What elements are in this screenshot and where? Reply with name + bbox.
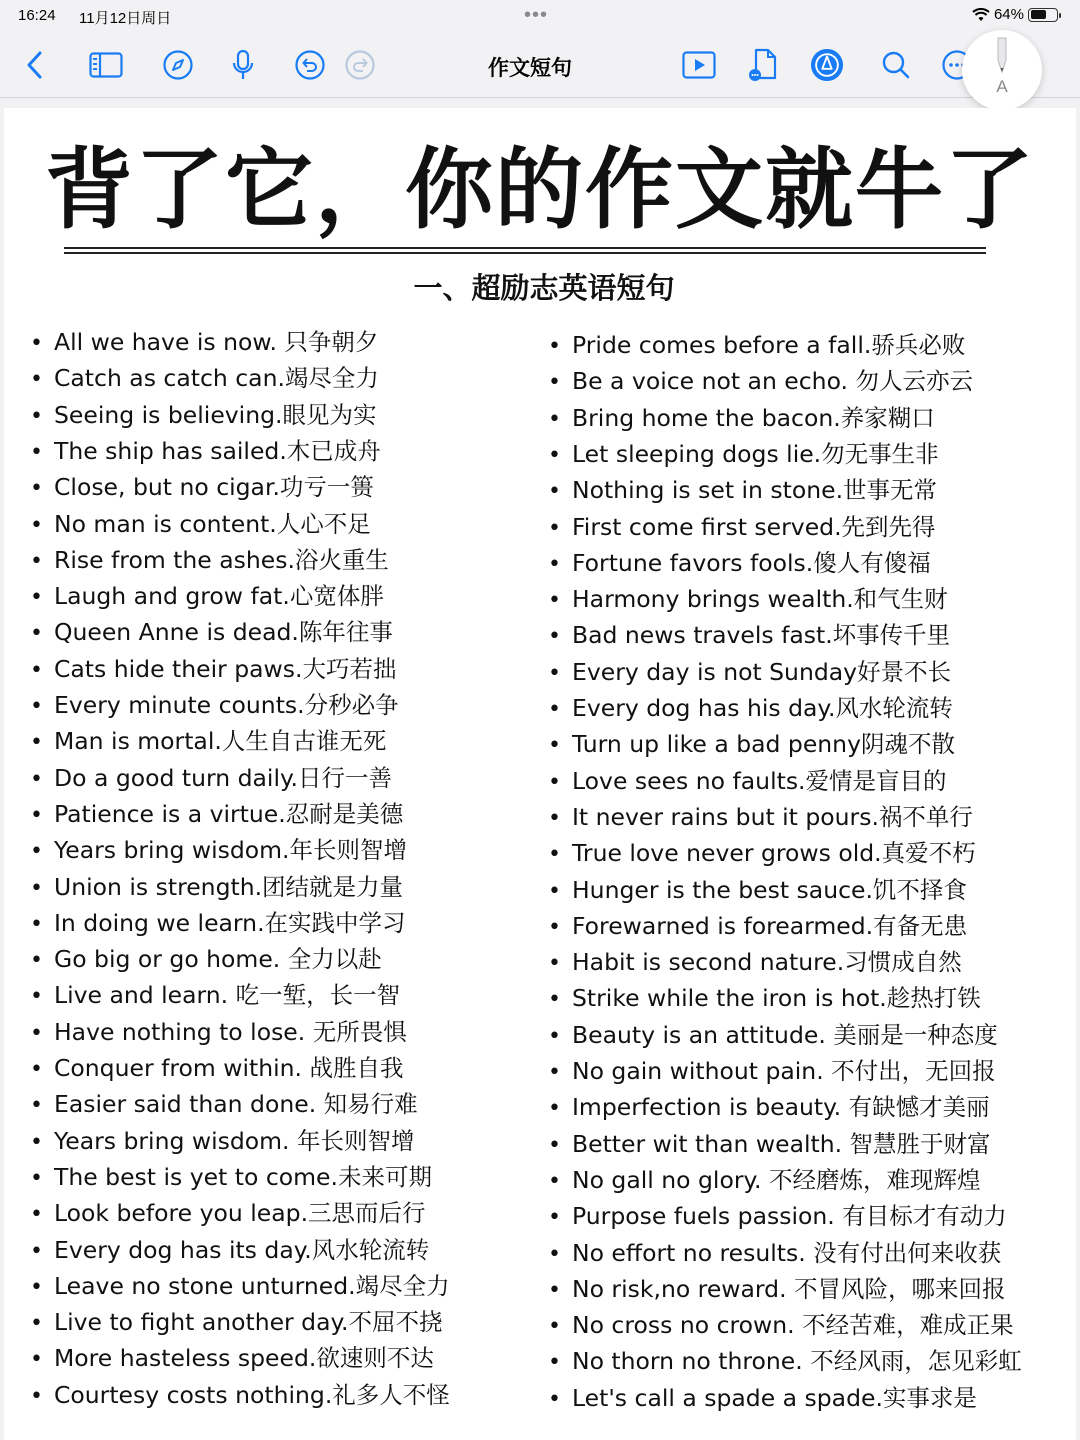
list-item (30, 723, 386, 759)
bullet-icon: • (548, 1314, 561, 1340)
phrase-text: Easier said than done. 知易行难 (54, 1090, 418, 1119)
list-item (30, 869, 403, 905)
bullet-icon: • (548, 951, 561, 977)
list-item (548, 1198, 1007, 1234)
phrase-text: Nothing is set in stone.世事无常 (572, 476, 938, 505)
bullet-icon: • (548, 878, 561, 904)
list-item (548, 872, 967, 908)
phrase-text: Patience is a virtue.忍耐是美德 (54, 799, 404, 828)
phrase-text: True love never grows old.真爱不朽 (572, 839, 976, 868)
list-item (548, 1343, 1022, 1379)
bullet-icon: • (548, 1386, 561, 1412)
phrase-text: Bring home the bacon.养家糊口 (572, 403, 935, 432)
back-chevron-icon[interactable] (18, 48, 52, 82)
list-item (30, 433, 381, 469)
phrase-text: Beauty is an attitude. 美丽是一种态度 (572, 1020, 998, 1049)
bullet-icon: • (548, 1350, 561, 1376)
phrase-text: No cross no crown. 不经苦难，难成正果 (572, 1311, 1014, 1340)
list-item (548, 1271, 1006, 1307)
list-item (548, 363, 973, 399)
bullet-icon: • (548, 588, 561, 614)
phrase-text: Let sleeping dogs lie.勿无事生非 (572, 439, 939, 468)
list-item (30, 1268, 450, 1304)
bullet-icon: • (30, 476, 43, 502)
bullet-icon: • (30, 585, 43, 611)
bullet-icon: • (30, 1347, 43, 1373)
list-item (548, 1307, 1014, 1343)
pencil-label: A (996, 77, 1008, 96)
list-item (548, 509, 936, 545)
phrase-text: Hunger is the best sauce.饥不择食 (572, 875, 967, 904)
status-date: 11月12日周日 (79, 10, 172, 27)
bullet-icon: • (548, 334, 561, 359)
list-item (548, 654, 951, 690)
bullet-icon: • (548, 515, 561, 541)
document-icon[interactable] (746, 48, 780, 82)
bullet-icon: • (548, 1277, 561, 1303)
status-bar (0, 0, 1080, 32)
list-item (30, 977, 400, 1013)
list-item (548, 581, 948, 617)
phrase-text: Turn up like a bad penny阴魂不散 (572, 730, 955, 759)
list-item (30, 578, 384, 614)
bullet-icon: • (30, 694, 43, 719)
page-title: 背了它，你的作文就牛了 (44, 138, 1035, 241)
phrase-text: First come first served.先到先得 (572, 512, 936, 541)
list-item (30, 1086, 418, 1122)
phrase-text: Do a good turn daily.日行一善 (54, 763, 392, 792)
phrase-text: Laugh and grow fat.心宽体胖 (54, 582, 384, 611)
status-right (972, 6, 1058, 23)
phrase-text: No risk,no reward. 不冒风险，哪来回报 (572, 1274, 1006, 1303)
phrase-text: Every day is not Sunday好景不长 (572, 657, 952, 686)
multitasking-dots-icon[interactable]: ••• (524, 4, 549, 26)
phrase-text: No man is content.人心不足 (54, 509, 371, 538)
bullet-icon: • (30, 948, 43, 974)
list-item (30, 469, 374, 505)
list-item (548, 1126, 991, 1162)
bullet-icon: • (30, 331, 43, 356)
bullet-icon: • (548, 1168, 561, 1194)
list-item (548, 1017, 998, 1053)
phrase-text: Habit is second nature.习惯成自然 (572, 948, 962, 977)
list-item (548, 400, 935, 436)
list-item (30, 1050, 403, 1086)
phrase-text: Seeing is believing.眼见为实 (54, 400, 377, 429)
toolbar (0, 32, 1080, 98)
bullet-icon: • (548, 1205, 561, 1231)
list-item (30, 905, 406, 941)
document-title-toolbar: 作文短句 (488, 56, 572, 80)
bullet-icon: • (30, 1165, 43, 1191)
phrase-text: No gain without pain. 不付出，无回报 (572, 1057, 996, 1085)
bullet-icon: • (30, 911, 43, 937)
phrase-text: Live and learn. 吃一堑，长一智 (54, 981, 401, 1010)
bullet-icon: • (548, 660, 561, 686)
phrase-text: All we have is now. 只争朝夕 (54, 328, 379, 356)
bullet-icon: • (30, 548, 43, 574)
bullet-icon: • (548, 914, 561, 940)
pencil-tip-circle-icon (962, 30, 1042, 110)
list-item (30, 614, 393, 650)
list-item (30, 1232, 429, 1268)
bullet-icon: • (30, 439, 43, 465)
list-item (548, 726, 955, 762)
phrase-text: Go big or go home. 全力以赴 (54, 945, 382, 974)
bullet-icon: • (548, 769, 561, 795)
phrase-text: Look before you leap.三思而后行 (54, 1199, 426, 1228)
bullet-icon: • (30, 1202, 43, 1228)
bullet-icon: • (548, 370, 561, 396)
phrase-text: Forewarned is forearmed.有备无患 (572, 911, 968, 940)
apple-pencil-indicator[interactable] (962, 30, 1042, 110)
bullet-icon: • (548, 733, 561, 759)
bullet-icon: • (30, 730, 43, 756)
phrase-text: Strike while the iron is hot.趁热打铁 (572, 984, 981, 1013)
phrase-text: Close, but no cigar.功亏一篑 (54, 473, 374, 502)
bullet-icon: • (30, 403, 43, 429)
bullet-icon: • (548, 1241, 561, 1267)
play-icon[interactable] (682, 48, 716, 82)
list-item (30, 1377, 450, 1413)
list-item (30, 760, 392, 796)
bullet-icon: • (548, 551, 561, 577)
list-item (548, 1053, 996, 1089)
list-item (30, 1123, 414, 1159)
list-item (548, 835, 976, 871)
phrase-text: Years bring wisdom.年长则智增 (54, 836, 408, 865)
title-rule-bottom (64, 252, 986, 254)
list-item (30, 324, 378, 360)
list-item (30, 1304, 443, 1340)
list-item (30, 1195, 426, 1231)
phrase-text: Let's call a spade a spade.实事求是 (572, 1383, 977, 1412)
undo-icon[interactable] (293, 48, 327, 82)
phrase-text: It never rains but it pours.祸不单行 (572, 802, 973, 831)
list-item (30, 542, 389, 578)
phrase-text: Purpose fuels passion. 有目标才有动力 (572, 1202, 1007, 1231)
bullet-icon: • (30, 1093, 43, 1119)
bullet-icon: • (548, 624, 561, 650)
bullet-icon: • (548, 1132, 561, 1158)
list-item (30, 832, 407, 868)
list-item (548, 545, 931, 581)
list-item (30, 397, 377, 433)
battery-icon (1028, 8, 1058, 22)
title-rule-top (64, 247, 986, 249)
bullet-icon: • (548, 842, 561, 868)
phrase-text: In doing we learn.在实践中学习 (54, 908, 406, 937)
phrase-text: No effort no results. 没有付出何来收获 (572, 1238, 1002, 1267)
phrase-text: Harmony brings wealth.和气生财 (572, 585, 948, 614)
list-item (30, 360, 379, 396)
compass-icon[interactable] (161, 48, 195, 82)
bullet-icon: • (30, 1311, 43, 1337)
phrase-text: Conquer from within. 战胜自我 (54, 1054, 404, 1082)
bullet-icon: • (30, 1383, 43, 1409)
bullet-icon: • (30, 1057, 43, 1082)
list-item (30, 1159, 432, 1195)
phrase-text: Cats hide their paws.大巧若拙 (54, 654, 397, 683)
list-item (548, 1235, 1001, 1271)
phrase-text: Every dog has its day.风水轮流转 (54, 1235, 430, 1264)
bullet-icon: • (548, 479, 561, 505)
phrase-text: Courtesy costs nothing.礼多人不怪 (54, 1380, 450, 1409)
redo-icon[interactable] (343, 48, 377, 82)
list-item (548, 1089, 990, 1125)
phrase-text: Man is mortal.人生自古谁无死 (54, 727, 387, 756)
list-item (548, 1380, 977, 1416)
phrase-text: More hasteless speed.欲速则不达 (54, 1344, 434, 1373)
phrase-text: Be a voice not an echo. 勿人云亦云 (572, 367, 973, 396)
phrase-text: The ship has sailed.木已成舟 (54, 436, 381, 465)
bullet-icon: • (548, 1060, 561, 1085)
bullet-icon: • (30, 367, 43, 393)
list-item (30, 651, 396, 687)
phrase-text: No thorn no throne. 不经风雨，怎见彩虹 (572, 1347, 1022, 1376)
bullet-icon: • (30, 512, 43, 538)
sidebar-icon[interactable] (89, 48, 123, 82)
list-item (548, 1162, 981, 1198)
bullet-icon: • (30, 1129, 43, 1155)
bullet-icon: • (30, 875, 43, 901)
bullet-icon: • (548, 1096, 561, 1122)
phrase-text: Have nothing to lose. 无所畏惧 (54, 1017, 407, 1046)
list-item (548, 472, 937, 508)
bullet-icon: • (30, 1238, 43, 1264)
search-icon[interactable] (879, 48, 913, 82)
list-item (548, 908, 967, 944)
list-item (30, 1340, 434, 1376)
phrase-text: Live to fight another day.不屈不挠 (54, 1308, 443, 1337)
phrase-text: Catch as catch can.竭尽全力 (54, 364, 379, 393)
section-heading: 一、超励志英语短句 (413, 271, 675, 305)
bullet-icon: • (30, 839, 43, 865)
phrase-text: Leave no stone unturned.竭尽全力 (54, 1271, 450, 1300)
wifi-icon (972, 8, 990, 22)
list-item (548, 436, 939, 472)
phrase-text: Better wit than wealth. 智慧胜于财富 (572, 1129, 991, 1158)
list-item (548, 980, 981, 1016)
phrase-text: No gall no glory. 不经磨炼，难现辉煌 (572, 1165, 981, 1194)
bullet-icon: • (548, 406, 561, 432)
bullet-icon: • (548, 805, 561, 831)
bullet-icon: • (548, 987, 561, 1013)
list-item (548, 617, 950, 653)
bullet-icon: • (30, 657, 43, 683)
list-item (548, 327, 965, 363)
bullet-icon: • (548, 697, 561, 722)
battery-percent: 64% (993, 6, 1024, 23)
phrase-text: Every minute counts.分秒必争 (54, 691, 399, 719)
phrase-text: Love sees no faults.爱情是盲目的 (572, 766, 947, 795)
microphone-icon[interactable] (226, 48, 260, 82)
phrase-text: Imperfection is beauty. 有缺憾才美丽 (572, 1093, 990, 1122)
bullet-icon: • (30, 802, 43, 828)
bullet-icon: • (30, 621, 43, 647)
bullet-icon: • (30, 1020, 43, 1046)
phrase-text: Union is strength.团结就是力量 (54, 872, 404, 901)
phrase-text: Rise from the ashes.浴火重生 (54, 545, 389, 574)
list-item (30, 687, 399, 723)
bullet-icon: • (30, 984, 43, 1010)
list-item (548, 763, 947, 799)
phrase-text: Every dog has his day.风水轮流转 (572, 694, 953, 722)
list-item (548, 944, 962, 980)
phrase-text: Queen Anne is dead.陈年往事 (54, 618, 393, 647)
list-item (30, 796, 403, 832)
bullet-icon: • (30, 766, 43, 792)
phrase-text: Fortune favors fools.傻人有傻福 (572, 548, 931, 577)
document-page (4, 108, 1076, 1440)
phrase-text: Pride comes before a fall.骄兵必败 (572, 331, 966, 359)
list-item (30, 1014, 407, 1050)
bullet-icon: • (548, 442, 561, 468)
phrase-text: Years bring wisdom. 年长则智增 (54, 1126, 415, 1155)
bullet-icon: • (548, 1023, 561, 1049)
status-time: 16:24 (18, 7, 56, 24)
list-item (548, 799, 973, 835)
list-item (30, 506, 371, 542)
list-item (30, 941, 382, 977)
bullet-icon: • (30, 1274, 43, 1300)
phrase-text: Bad news travels fast.坏事传千里 (572, 621, 951, 650)
list-item (548, 690, 953, 726)
markup-pen-icon[interactable] (810, 48, 844, 82)
phrase-text: The best is yet to come.未来可期 (54, 1162, 432, 1191)
